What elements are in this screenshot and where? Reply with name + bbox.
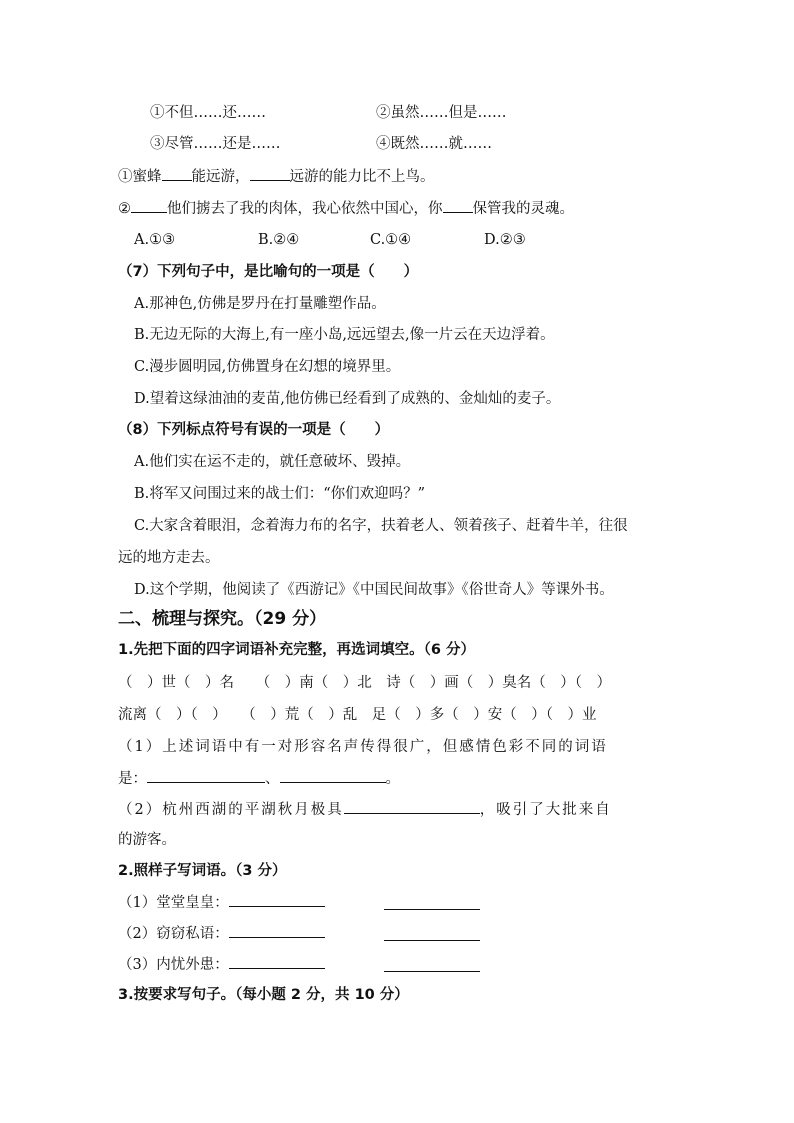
conjunction-option: ③尽管……还是…… <box>150 136 281 152</box>
answer-blank[interactable] <box>162 166 192 181</box>
q2-example: （3）内忧外患： <box>118 957 229 973</box>
q1-sub1-line2 <box>118 768 400 789</box>
answer-blank[interactable] <box>384 957 480 972</box>
q7-option-c[interactable]: C.漫步圆明园,仿佛置身在幻想的境界里。 <box>134 359 401 375</box>
q7-option-d[interactable]: D.望着这绿油油的麦苗,他仿佛已经看到了成熟的、金灿灿的麦子。 <box>134 391 561 407</box>
q1-sub1-line1: （1）上述词语中有一对形容名声传得很广，但感情色彩不同的词语 <box>118 739 608 755</box>
idiom-row-2: 流离（ ）（ ） （ ）荒（ ）乱 足（ ）多（ ）安（ ）（ ）业 <box>118 707 597 723</box>
q6-s2-part: ② <box>118 201 131 217</box>
idiom-row-1: （ ）世（ ）名 （ ）南（ ）北 诗（ ）画（ ）臭名（ ）（ ） <box>118 675 611 691</box>
q8-option-c[interactable]: C.大家含着眼泪，念着海力布的名字，扶着老人、领着孩子、赶着牛羊，往很 <box>134 518 628 534</box>
q1-sub2-line1 <box>118 799 612 820</box>
q2-stem: 2.照样子写词语。（3 分） <box>118 863 287 879</box>
q6-sentence-2 <box>118 198 574 219</box>
answer-blank[interactable] <box>229 892 325 907</box>
q2-item-3 <box>118 954 325 975</box>
q6-s2-part: 保管我的灵魂。 <box>472 201 574 217</box>
answer-blank[interactable] <box>147 768 265 783</box>
q1-sub1-end: 。 <box>385 771 400 787</box>
q8-option-c-continued: 远的地方走去。 <box>118 550 220 566</box>
q2-example: （2）窃窃私语： <box>118 926 229 942</box>
q7-option-a[interactable]: A.那神色,仿佛是罗丹在打量雕塑作品。 <box>134 296 386 312</box>
q6-s1-part: 能远游， <box>191 169 250 185</box>
q2-example: （1）堂堂皇皇： <box>118 895 229 911</box>
answer-blank[interactable] <box>250 166 290 181</box>
section-title: 二、梳理与探究。（29 分） <box>118 609 327 629</box>
q8-option-a[interactable]: A.他们实在运不走的，就任意破坏、毁掉。 <box>134 454 411 470</box>
conjunction-option: ①不但……还…… <box>150 105 266 121</box>
q6-s1-part: ①蜜蜂 <box>118 169 162 185</box>
q1-sub1-lead: 是： <box>118 771 147 787</box>
answer-blank[interactable] <box>229 923 325 938</box>
q7-option-b[interactable]: B.无边无际的大海上,有一座小岛,远远望去,像一片云在天边浮着。 <box>134 327 555 343</box>
answer-blank[interactable] <box>344 799 480 814</box>
conjunction-option: ②虽然……但是…… <box>376 105 507 121</box>
q6-option-a[interactable]: A.①③ <box>134 232 176 248</box>
conjunction-option: ④既然……就…… <box>376 136 492 152</box>
q3-stem: 3.按要求写句子。（每小题 2 分，共 10 分） <box>118 987 409 1003</box>
q6-sentence-1 <box>118 166 435 187</box>
q1-sub2-lead: （2）杭州西湖的平湖秋月极具 <box>118 802 344 818</box>
q6-option-b[interactable]: B.②④ <box>258 232 300 248</box>
q6-option-c[interactable]: C.①④ <box>370 232 412 248</box>
q6-option-d[interactable]: D.②③ <box>484 232 526 248</box>
q1-sub2-line2: 的游客。 <box>118 832 176 848</box>
q2-item-2 <box>118 923 325 944</box>
q7-stem: （7）下列句子中，是比喻句的一项是（ ） <box>118 264 419 280</box>
q6-s1-part: 远游的能力比不上鸟。 <box>289 169 435 185</box>
q8-option-d[interactable]: D.这个学期，他阅读了《西游记》《中国民间故事》《俗世奇人》等课外书。 <box>134 582 614 598</box>
answer-blank[interactable] <box>280 768 386 783</box>
answer-blank[interactable] <box>443 198 473 213</box>
answer-blank[interactable] <box>131 198 167 213</box>
q1-stem: 1.先把下面的四字词语补充完整，再选词填空。（6 分） <box>118 642 475 658</box>
q8-option-b[interactable]: B.将军又问围过来的战士们：“你们欢迎吗？” <box>134 486 426 502</box>
q8-stem: （8）下列标点符号有误的一项是（ ） <box>118 422 390 438</box>
q2-item-1 <box>118 892 325 913</box>
q1-sub1-sep: 、 <box>265 771 280 787</box>
answer-blank[interactable] <box>384 926 480 941</box>
q1-sub2-tail: ，吸引了大批来自 <box>479 802 612 818</box>
q6-s2-part: 他们掳去了我的肉体，我心依然中国心，你 <box>167 201 443 217</box>
answer-blank[interactable] <box>384 895 480 910</box>
answer-blank[interactable] <box>229 954 325 969</box>
